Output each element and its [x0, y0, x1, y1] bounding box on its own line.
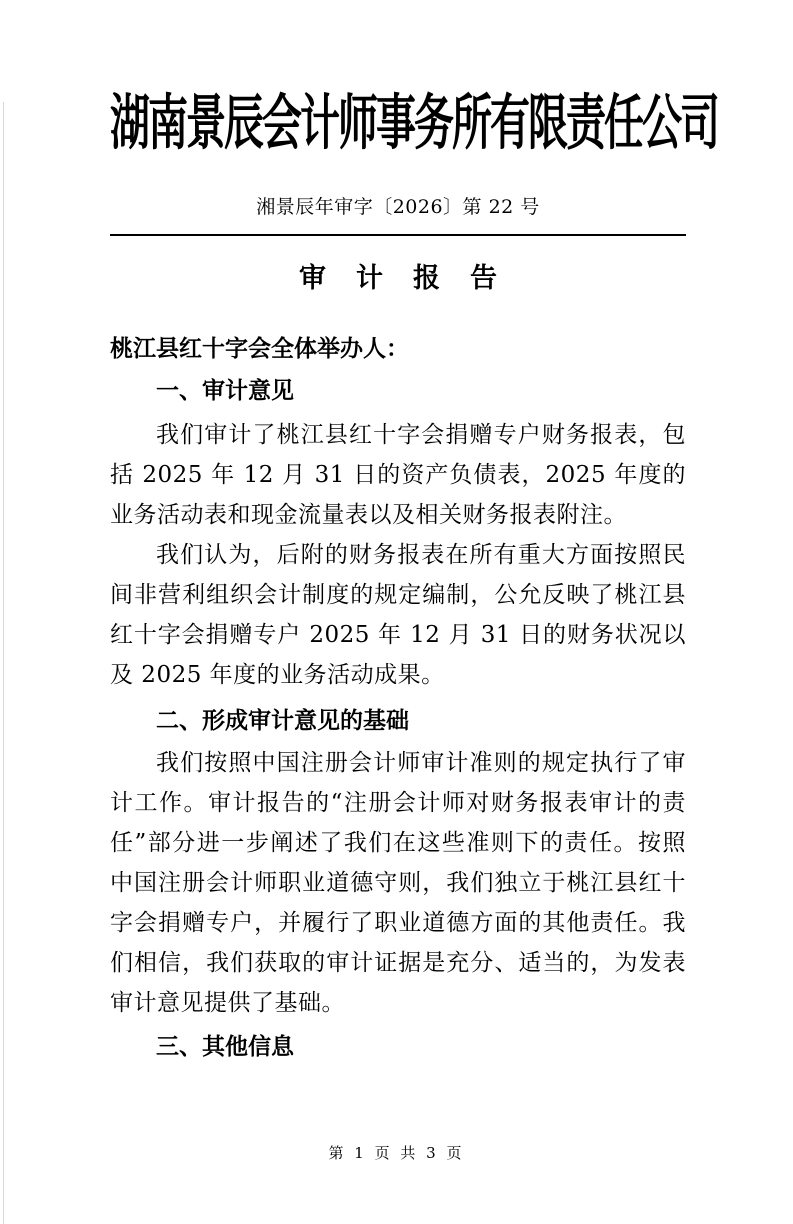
section-heading-basis-for-opinion: 二、形成审计意见的基础: [156, 708, 409, 734]
addressee-line: 桃江县红十字会全体举办人：: [110, 336, 409, 362]
report-title-text: 审计报告: [299, 263, 527, 294]
letterhead: [110, 88, 718, 236]
section-heading-other-information: 三、其他信息: [156, 1034, 294, 1060]
firm-name-text: 湖南景辰会计师事务所有限责任公司: [110, 88, 718, 159]
report-body: [110, 377, 686, 1061]
section-heading-audit-opinion: 一、审计意见: [156, 378, 294, 404]
paragraph-audit-opinion-1: 我们审计了桃江县红十字会捐赠专户财务报表，包括 2025 年 12 月 31 日的资产负债表，2025 年度的业务活动表和现金流量表以及相关财务报表附注。: [110, 422, 686, 528]
audit-report-page: [0, 88, 793, 1224]
paragraph-basis-for-opinion: 我们按照中国注册会计师审计准则的规定执行了审计工作。审计报告的“注册会计师对财务报表审计的责任”部分进一步阐述了我们在这些准则下的责任。按照中国注册会计师职业道德守则，我们独立于桃江县红十字会捐赠专户，并履行了职业道德方面的其他责任。我们相信，我们获取的审计证据是充分、适当的，为发表审计意见提供了基础。: [110, 750, 686, 1016]
page-number-footer: 第 1 页 共 3 页: [328, 1144, 465, 1162]
firm-name-title: [110, 88, 718, 159]
report-title: [110, 263, 686, 295]
document-number: 湘景辰年审字〔2026〕第 22 号: [256, 196, 540, 218]
scan-edge-line: [3, 102, 4, 1224]
letterhead-divider: [110, 234, 686, 236]
paragraph-audit-opinion-2: 我们认为，后附的财务报表在所有重大方面按照民间非营利组织会计制度的规定编制，公允反映了桃江县红十字会捐赠专户 2025 年 12 月 31 日的财务状况以及 2025 年度的业务活动成果。: [110, 542, 686, 688]
